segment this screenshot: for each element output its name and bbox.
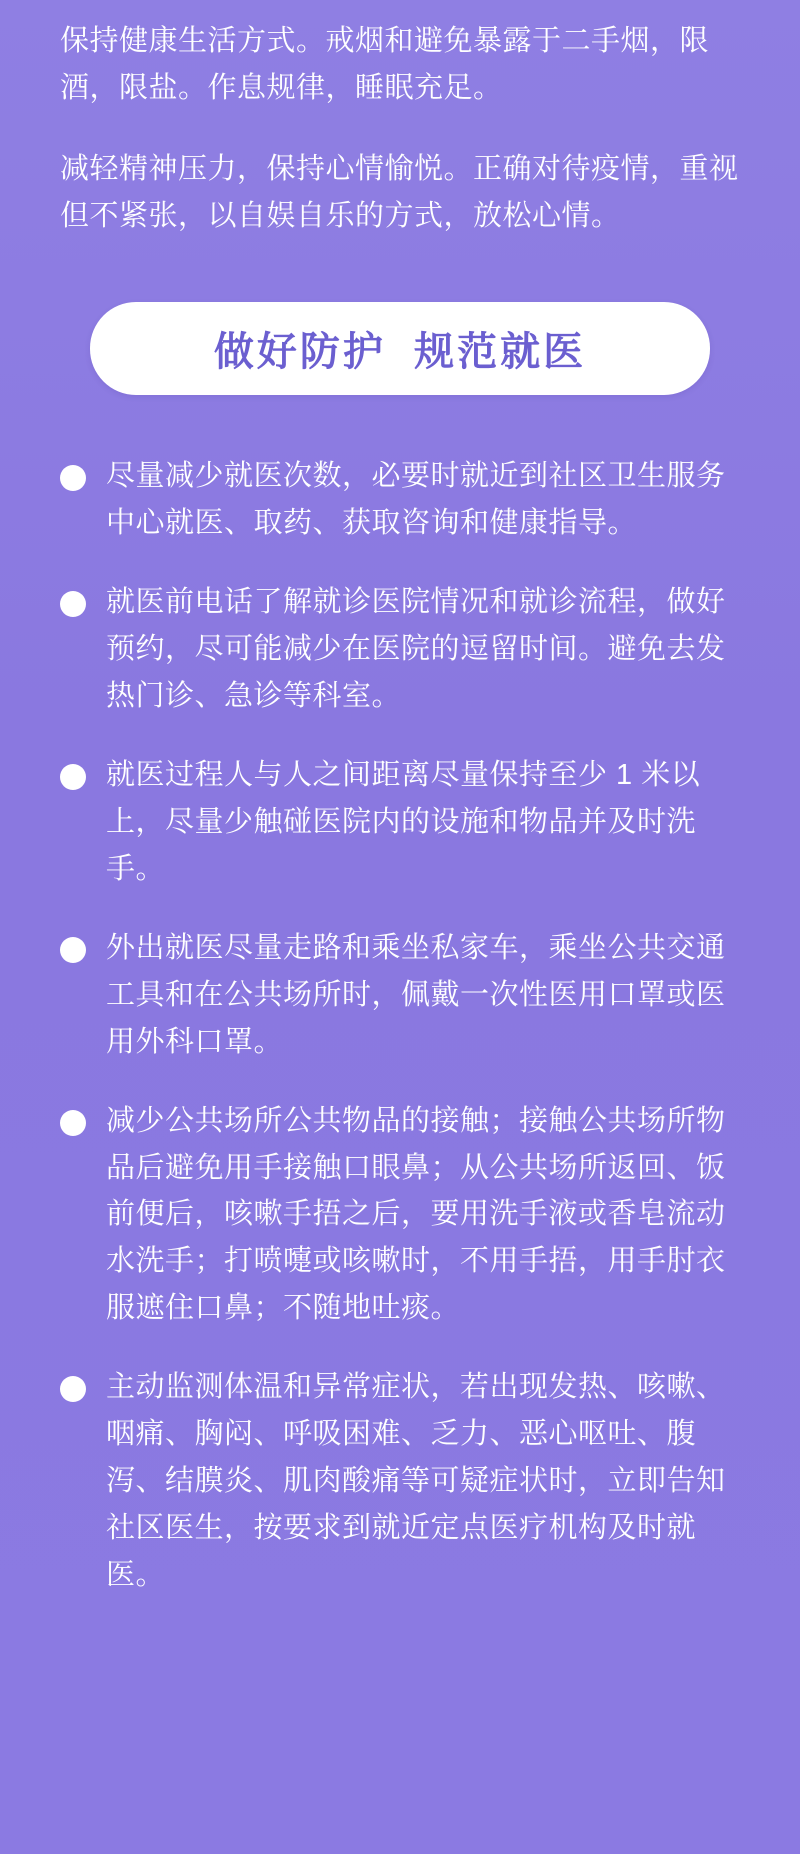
bullet-dot-icon <box>60 465 86 491</box>
list-item-text: 减少公共场所公共物品的接触；接触公共场所物品后避免用手接触口眼鼻；从公共场所返回、饭前便后，咳嗽手捂之后，要用洗手液或香皂流动水洗手；打喷嚏或咳嗽时，不用手捂，用手肘衣服遮住口鼻；不随地吐痰。 <box>106 1104 726 1325</box>
list-item-text: 尽量减少就医次数，必要时就近到社区卫生服务中心就医、取药、获取咨询和健康指导。 <box>106 459 726 539</box>
bullet-dot-icon <box>60 1110 86 1136</box>
bullet-dot-icon <box>60 764 86 790</box>
list-item <box>60 1098 740 1333</box>
list-item-text: 就医过程人与人之间距离尽量保持至少 1 米以上，尽量少触碰医院内的设施和物品并及时洗手。 <box>106 758 701 885</box>
bullet-dot-icon <box>60 1376 86 1402</box>
list-item-text: 外出就医尽量走路和乘坐私家车，乘坐公共交通工具和在公共场所时，佩戴一次性医用口罩或医用外科口罩。 <box>106 931 726 1058</box>
intro-paragraph-2: 减轻精神压力，保持心情愉悦。正确对待疫情，重视但不紧张，以自娱自乐的方式，放松心情。 <box>60 152 739 232</box>
section-banner <box>90 302 710 395</box>
section-banner-title: 做好防护 规范就医 <box>213 329 587 374</box>
intro-section <box>60 0 740 240</box>
list-item <box>60 1364 740 1599</box>
list-item <box>60 752 740 893</box>
list-item <box>60 925 740 1066</box>
list-item-text: 就医前电话了解就诊医院情况和就诊流程，做好预约，尽可能减少在医院的逗留时间。避免去发热门诊、急诊等科室。 <box>106 585 726 712</box>
list-item <box>60 579 740 720</box>
bullet-dot-icon <box>60 591 86 617</box>
list-item-text: 主动监测体温和异常症状，若出现发热、咳嗽、咽痛、胸闷、呼吸困难、乏力、恶心呕吐、腹泻、结膜炎、肌肉酸痛等可疑症状时，立即告知社区医生，按要求到就近定点医疗机构及时就医。 <box>106 1371 726 1592</box>
list-item <box>60 453 740 547</box>
intro-paragraph-1: 保持健康生活方式。戒烟和避免暴露于二手烟，限酒，限盐。作息规律，睡眠充足。 <box>60 25 710 104</box>
guidance-list <box>60 453 740 1639</box>
bullet-dot-icon <box>60 937 86 963</box>
section-banner-wrapper <box>60 302 740 395</box>
